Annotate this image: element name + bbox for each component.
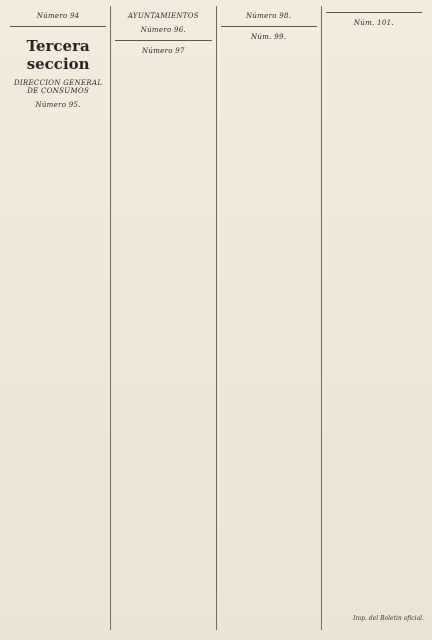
text-columns bbox=[6, 6, 426, 630]
section-heading: Núm. 99. bbox=[250, 33, 287, 41]
section-title: Tercera seccion bbox=[26, 37, 90, 73]
section-heading: Número 96. bbox=[140, 26, 187, 34]
printer-imprint: Imp. del Boletin oficial. bbox=[353, 615, 424, 622]
column-1 bbox=[6, 6, 111, 630]
section-heading: Número 94 bbox=[36, 12, 80, 20]
section-rule bbox=[10, 26, 106, 27]
section-heading: DIRECCION GENERAL DE CONSUMOS bbox=[13, 79, 103, 95]
section-heading: Número 95. bbox=[35, 101, 81, 109]
column-4 bbox=[322, 6, 426, 630]
column-3 bbox=[217, 6, 322, 630]
section-rule bbox=[221, 26, 317, 27]
section-heading: AYUNTAMIENTOS bbox=[127, 12, 199, 20]
section-heading: Núm. 101. bbox=[353, 19, 394, 27]
section-rule bbox=[326, 12, 422, 13]
column-2 bbox=[111, 6, 216, 630]
section-rule bbox=[115, 40, 211, 41]
section-heading: Número 98. bbox=[245, 12, 292, 20]
section-heading: Número 97 bbox=[141, 47, 185, 55]
